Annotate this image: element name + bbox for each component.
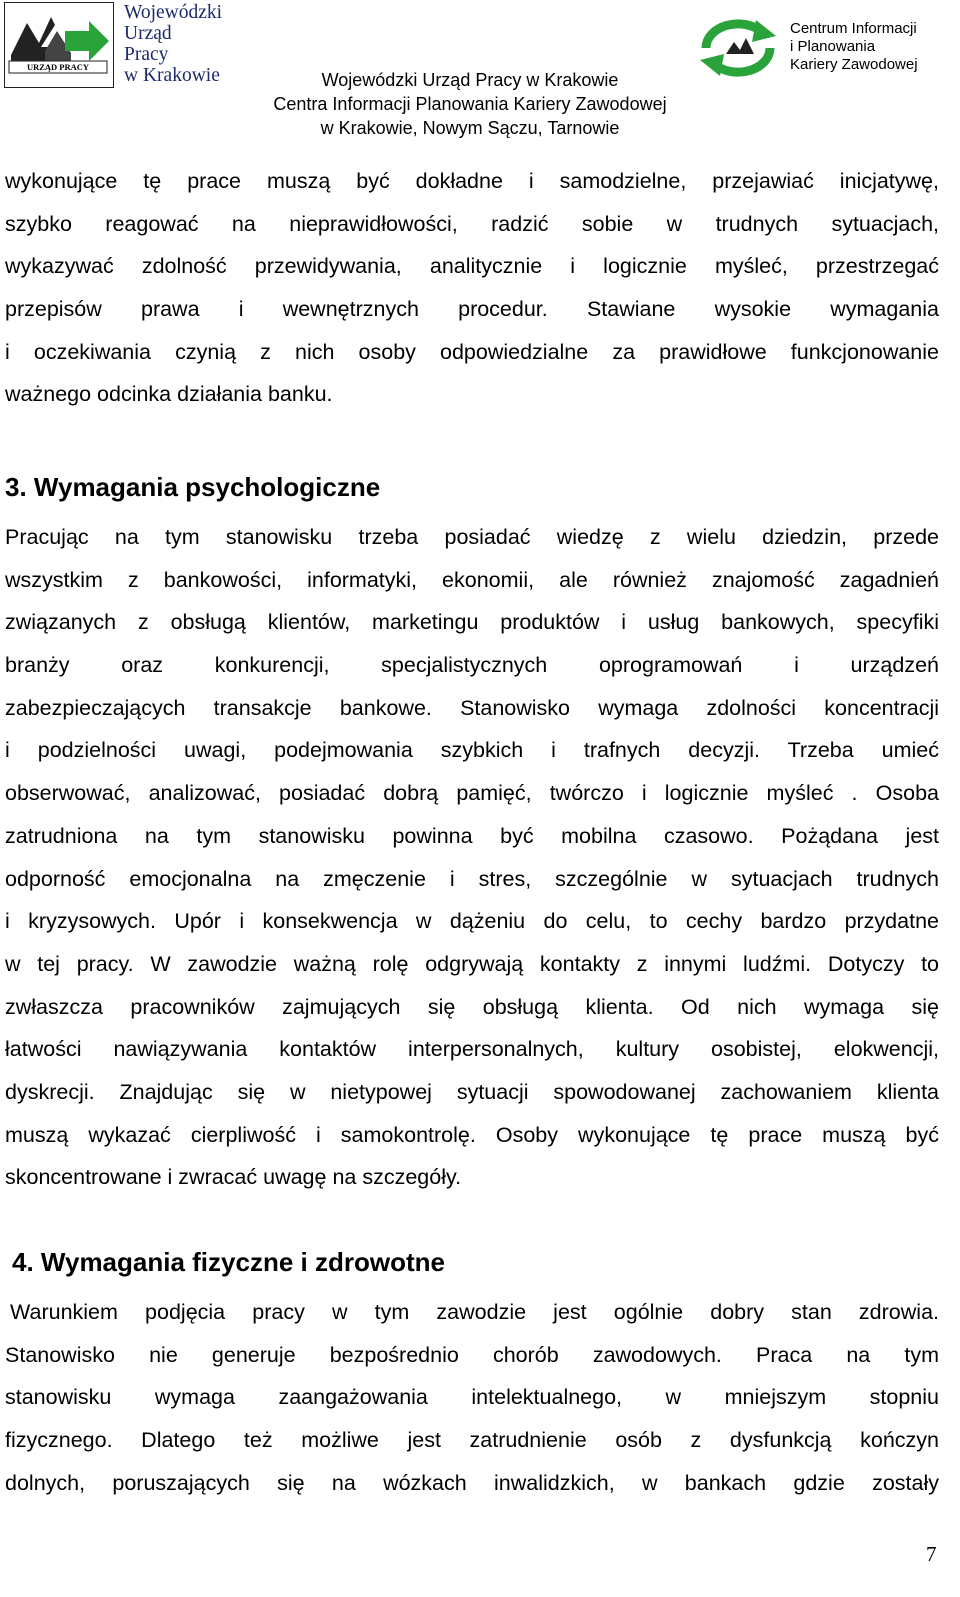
header-title-line: w Krakowie, Nowym Sączu, Tarnowie (320, 118, 620, 138)
text-line: skoncentrowane i zwracać uwagę na szczegóły. (5, 1165, 462, 1190)
text-line: zatrudniona na tym stanowisku powinna być mobilna czasowo. Pożądana jest (5, 823, 939, 848)
wup-name-line: Pracy (124, 44, 169, 65)
text-line: i kryzysowych. Upór i konsekwencja w dążeniu do celu, to cechy bardzo przydatne (5, 909, 939, 934)
text-line: dyskrecji. Znajdując się w nietypowej sytuacji spowodowanej zachowaniem klienta (5, 1079, 939, 1104)
wup-logo-badge: URZĄD PRACY (26, 62, 90, 72)
section-4-heading: 4. Wymagania fizyczne i zdrowotne (12, 1247, 445, 1277)
text-line: ważnego odcinka działania banku. (5, 382, 333, 407)
text-line: branży oraz konkurencji, specjalistycznych oprogramowań i urządzeń (5, 653, 939, 678)
text-line: Stanowisko nie generuje bezpośrednio chorób zawodowych. Praca na tym (5, 1342, 939, 1367)
wup-logo (4, 2, 114, 88)
text-line: związanych z obsługą klientów, marketingu produktów i usług bankowych, specyfiki (5, 610, 939, 635)
intro-paragraph (5, 160, 939, 416)
text-line: obserwować, analizować, posiadać dobrą pamięć, twórczo i logicznie myśleć . Osoba (5, 781, 939, 806)
section-3-heading: 3. Wymagania psychologiczne (5, 472, 381, 502)
text-line: zwłaszcza pracowników zajmujących się obsługą klienta. Od nich wymaga się (5, 994, 939, 1019)
text-line: wykazywać zdolność przewidywania, analitycznie i logicznie myśleć, przestrzegać (5, 254, 939, 279)
text-line: dolnych, poruszających się na wózkach inwalidzkich, w bankach gdzie zostały (5, 1470, 939, 1495)
text-line: stanowisku wymaga zaangażowania intelektualnego, w mniejszym stopniu (5, 1385, 939, 1410)
cizk-name (790, 20, 918, 74)
header-title (200, 68, 740, 140)
text-line: szybko reagować na nieprawidłowości, radzić sobie w trudnych sytuacjach, (5, 211, 939, 236)
wup-name-line: Urząd (124, 23, 172, 44)
text-line: i podzielności uwagi, podejmowania szybkich i trafnych decyzji. Trzeba umieć (5, 738, 939, 763)
cizk-name-line: Centrum Informacji (790, 20, 917, 37)
section-3-paragraph (5, 516, 939, 1199)
text-line: wykonujące tę prace muszą być dokładne i samodzielne, przejawiać inicjatywę, (5, 169, 939, 193)
page-number: 7 (926, 1542, 937, 1566)
text-line: Warunkiem podjęcia pracy w tym zawodzie jest ogólnie dobry stan zdrowia. (10, 1300, 939, 1324)
wup-logo-graphic (5, 3, 113, 87)
text-line: muszą wykazać cierpliwość i samokontrolę. Osoby wykonujące tę prace muszą być (5, 1122, 939, 1147)
text-line: łatwości nawiązywania kontaktów interpersonalnych, kultury osobistej, elokwencji, (5, 1037, 939, 1062)
header-title-line: Wojewódzki Urząd Pracy w Krakowie (321, 70, 619, 90)
text-line: przepisów prawa i wewnętrznych procedur. Stawiane wysokie wymagania (5, 297, 939, 322)
text-line: odporność emocjonalna na zmęczenie i stres, szczególnie w sytuacjach trudnych (5, 866, 939, 891)
header-title-line: Centra Informacji Planowania Kariery Zawodowej (273, 94, 667, 114)
cizk-arrows-icon (696, 18, 780, 78)
section-4-paragraph (5, 1291, 939, 1504)
text-line: Pracując na tym stanowisku trzeba posiadać wiedzę z wielu dziedzin, przede (5, 525, 939, 549)
text-line: zabezpieczających transakcje bankowe. Stanowisko wymaga zdolności koncentracji (5, 695, 939, 720)
text-line: i oczekiwania czynią z nich osoby odpowiedzialne za prawidłowe funkcjonowanie (5, 339, 939, 364)
text-line: wszystkim z bankowości, informatyki, ekonomii, ale również znajomość zagadnień (5, 567, 939, 592)
cizk-name-line: Kariery Zawodowej (790, 56, 918, 73)
text-line: w tej pracy. W zawodzie ważną rolę odgrywają kontakty z innymi ludźmi. Dotyczy to (5, 951, 939, 976)
wup-name-line: Wojewódzki (124, 2, 223, 23)
text-line: fizycznego. Dlatego też możliwe jest zatrudnienie osób z dysfunkcją kończyn (5, 1428, 939, 1453)
cizk-name-line: i Planowania (790, 38, 876, 55)
wup-name-line: w Krakowie (124, 65, 220, 86)
